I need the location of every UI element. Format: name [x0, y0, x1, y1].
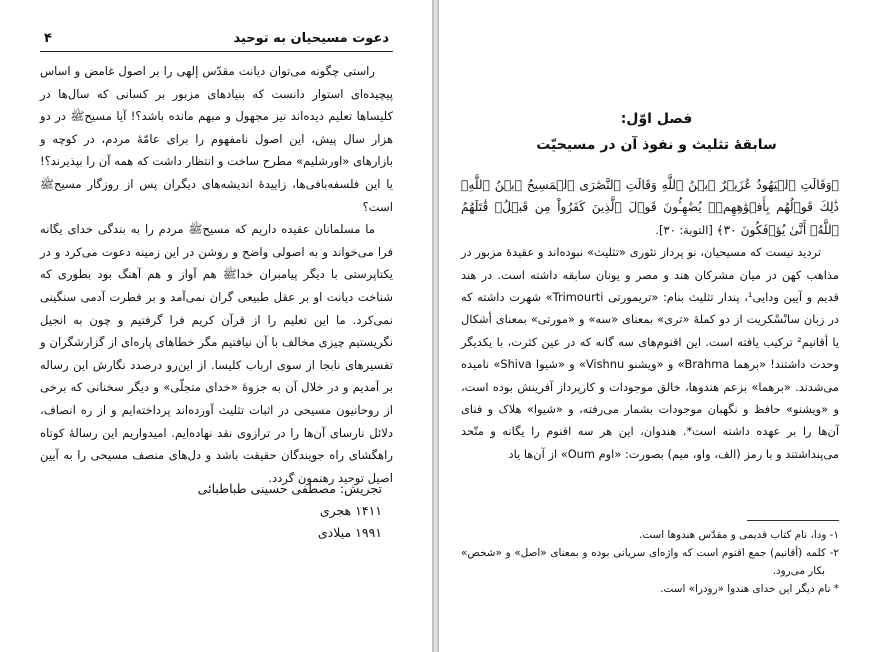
chapter-title: سابقهٔ تثلیث و نفوذ آن در مسیحیّت [536, 137, 777, 153]
paragraph: ما مسلمانان عقیده داریم که مسیح‌ﷺ مردم را به بندگی خدای یگانه فرا می‌خواند و به اصولی واضح و روشن در این زمینه دعوت می‌کرد و در یکتاپرستی با دیگر پیامبران خدا‌ﷺ هم آواز و هم آهنگ بود بطوری که شناخت دیانت او بر عقل طبیعی گران نمی‌آمد و بر فطرت آدمی سنگینی نمی‌کرد. ما این تعلیم را از قرآن کریم فرا گرفتیم و چون به انجیل نگریستیم چیزی مخالف با آن نیافتیم مگر خطاهای پاره‌ای از گزارشگران و تفسیرهای نابجا از سوی ارباب کلیسا. از این‌رو درصدد نگارش این رساله بر آمدیم و در خلال آن به جزوهٔ «خدای متجلّی» و دیگر سخنانی که برخی از روحانیون مسیحی در اثبات تثلیث آورده‌اند پرداخته‌ایم و از ره انصاف، دلائل نارسای آن‌ها را در ترازوی نقد نهاده‌ایم. امیدواریم این رسالهٔ کوتاه راهگشای راه جویندگان حقیقت باشد و دل‌های منصف مسیحی را به آیین اصیل توحید رهنمون گردد. [40, 222, 393, 485]
quran-verse [461, 174, 839, 241]
signature-gregorian-year: ۱۹۹۱ میلادی [317, 525, 382, 540]
footnotes [461, 526, 839, 598]
header-title: دعوت مسیحیان به توحید [233, 31, 389, 46]
chapter-heading [439, 106, 873, 158]
verse-text: ﴿وَقَالَتِ ٱلۡيَهُودُ عُزَيۡرٌ ٱبۡنُ ٱللَّهِ وَقَالَتِ ٱلنَّصَٰرَى ٱلۡمَسِيحُ ٱبۡنُ ٱللَّهِۖ ذَٰلِكَ قَوۡلُهُم بِأَفۡوَٰهِهِمۡۖ يُضَٰهِـُٔونَ قَوۡلَ ٱلَّذِينَ كَفَرُواْ مِن قَبۡلُۚ قَٰتَلَهُمُ ٱللَّهُۖ أَنَّىٰ يُؤۡفَكُونَ ٣٠﴾ [461, 178, 839, 237]
footnote-divider [747, 520, 839, 521]
signature-author: تجریش: مصطفی حسینی طباطبائی [197, 481, 382, 496]
footnote: * نام دیگر این خدای هندوا «رودرا» است. [660, 583, 839, 595]
signature-block [42, 478, 382, 544]
paragraph: راستی چگونه می‌توان دیانت مقدّس إلهی را بر اصول غامض و اساس پیچیده‌ای استوار دانست که بنیادهای مزبور بر کسانی که سال‌ها در کلیساها تعلیم دیده‌اند نیز مجهول و مبهم مانده باشد؟! آیا مسیح‌ﷺ در دو هزار سال پیش، این اصول نامفهوم را برای عامّهٔ مردم، در کوچه و بازارهای «اورشلیم» مطرح ساخت و انتظار داشت که همه آن را بپذیرند؟! یا این فلسفه‌بافی‌ها، زاییدهٔ اندیشه‌های دیگران پس از روزگار مسیح‌ﷺ است؟ [40, 64, 393, 214]
footnote: ۲- کلمه (أقانیم) جمع اقنوم است که واژه‌ای سریانی بوده و بمعنای «اصل» و «شخص» بکار می‌رود. [461, 547, 839, 577]
left-page [0, 0, 433, 652]
running-header [40, 31, 393, 52]
verse-reference: [التوبة: ٣٠]. [655, 222, 713, 237]
chapter-label: فصل اوّل: [620, 111, 693, 127]
paragraph: تردید نیست که مسیحیان، نو پرداز تئوری «تثلیث» نبوده‌اند و عقیدهٔ مزبور در مذاهب کهن در میان مشرکان هند و مصر و یونان سابقه داشته است. در هند قدیم و آیین ودایی¹، پندار تثلیث بنام: «تریمورتی Trimourti» شهرت داشته که در زبان سانْسْکریت از دو کملهٔ «تری» بمعنای «سه» و «مورتی» بمعنای أشکال یا أقانیم² ترکیب یافته است. این اقنوم‌های سه گانه که در عین کثرت، با یکدیگر وحدت داشتند! «برهما Brahma» و «ویشنو Vishnu» و «شیوا Shiva» نامیده می‌شدند. «برهما» بزعم هندوها، خالق موجودات و کارپرداز آفرینش بوده است، و «ویشنو» حافظ و نگهبان موجودات بشمار می‌رفته، و «شیوا» هلاک و فنای آن‌ها را بر عهده داشته است*. هندوان، این هر سه اقنوم را یگانه و متّحد می‌پنداشتند و با رمز (الف، واو، میم) بصورت: «اوم Oum» از آن‌ها یاد [461, 245, 840, 461]
right-body-text [461, 174, 839, 465]
signature-hijri-year: ۱۴۱۱ هجری [319, 503, 382, 518]
right-page [438, 0, 873, 652]
footnote: ۱- ودا، نام کتاب قدیمی و مقدّس هندوها است. [639, 529, 839, 541]
left-body-text [40, 60, 393, 489]
page-number: ۴ [44, 31, 52, 46]
